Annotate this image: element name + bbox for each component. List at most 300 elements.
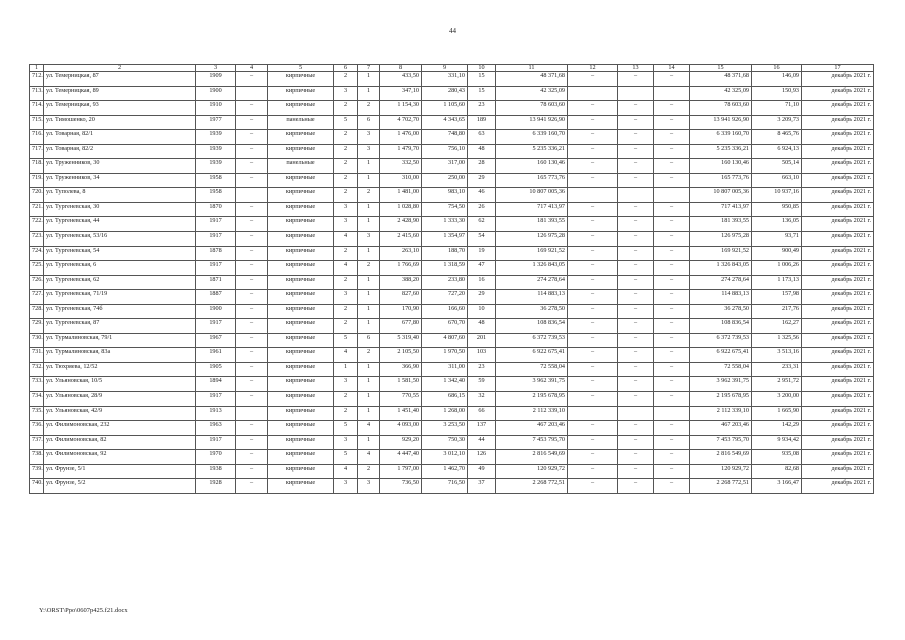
table-cell-col-14: – <box>654 130 690 145</box>
table-cell-col-7: 1 <box>358 246 380 261</box>
table-cell-col-7: 2 <box>358 188 380 203</box>
table-cell-col-6: 2 <box>334 188 358 203</box>
table-cell-col-12: – <box>568 115 618 130</box>
table-cell-col-17: декабрь 2021 г. <box>802 144 874 159</box>
table-cell-col-5: кирпичные <box>268 421 334 436</box>
table-row <box>30 392 874 407</box>
table-cell-col-13: – <box>618 130 654 145</box>
table-cell-col-10: 201 <box>468 333 496 348</box>
table-cell-col-4: – <box>236 261 268 276</box>
table-cell-col-1: 737. <box>30 435 44 450</box>
table-cell-col-15: 274 278,64 <box>690 275 752 290</box>
table-row <box>30 275 874 290</box>
table-cell-col-7: 2 <box>358 101 380 116</box>
table-cell-col-6: 2 <box>334 144 358 159</box>
table-cell-col-11: 181 393,55 <box>496 217 568 232</box>
table-row <box>30 115 874 130</box>
table-cell-col-11: 36 278,50 <box>496 304 568 319</box>
table-cell-col-10: 28 <box>468 159 496 174</box>
table-cell-col-11: 160 130,46 <box>496 159 568 174</box>
table-cell-col-6: 5 <box>334 115 358 130</box>
table-cell-col-15: 48 371,68 <box>690 72 752 87</box>
table-cell-col-6: 4 <box>334 464 358 479</box>
table-cell-col-14: – <box>654 275 690 290</box>
table-cell-col-13: – <box>618 173 654 188</box>
table-cell-col-13: – <box>618 435 654 450</box>
table-cell-col-9: 754,50 <box>422 202 468 217</box>
table-cell-col-13: – <box>618 144 654 159</box>
table-cell-col-17: декабрь 2021 г. <box>802 130 874 145</box>
table-cell-col-4: – <box>236 217 268 232</box>
table-cell-col-12: – <box>568 319 618 334</box>
table-cell-col-8: 4 702,70 <box>380 115 422 130</box>
table-cell-col-12: – <box>568 392 618 407</box>
table-cell-col-11: 120 929,72 <box>496 464 568 479</box>
table-cell-col-4 <box>236 86 268 101</box>
table-cell-col-12: – <box>568 450 618 465</box>
table-cell-col-12: – <box>568 421 618 436</box>
table-cell-col-2: ул. Тургеневская, 6 <box>44 261 196 276</box>
table-cell-col-13: – <box>618 275 654 290</box>
table-cell-col-5: кирпичные <box>268 348 334 363</box>
table-cell-col-12: – <box>568 275 618 290</box>
table-row <box>30 304 874 319</box>
table-cell-col-9: 188,70 <box>422 246 468 261</box>
table-cell-col-12: – <box>568 130 618 145</box>
table-cell-col-4: – <box>236 377 268 392</box>
table-cell-col-7: 1 <box>358 275 380 290</box>
table-cell-col-15: 36 278,50 <box>690 304 752 319</box>
table-cell-col-5: кирпичные <box>268 101 334 116</box>
table-row <box>30 188 874 203</box>
table-cell-col-12 <box>568 406 618 421</box>
table-cell-col-10: 59 <box>468 377 496 392</box>
table-row <box>30 130 874 145</box>
table-cell-col-3: 1871 <box>196 275 236 290</box>
table-header <box>30 65 874 72</box>
table-cell-col-7: 1 <box>358 217 380 232</box>
table-cell-col-10: 15 <box>468 72 496 87</box>
table-row <box>30 246 874 261</box>
table-cell-col-13: – <box>618 261 654 276</box>
table-cell-col-6: 3 <box>334 86 358 101</box>
table-cell-col-2: ул. Фрунзе, 5/2 <box>44 479 196 494</box>
page-number: 44 <box>449 27 456 35</box>
table-cell-col-13: – <box>618 348 654 363</box>
table-row <box>30 72 874 87</box>
table-cell-col-8: 929,20 <box>380 435 422 450</box>
table-cell-col-15: 6 922 675,41 <box>690 348 752 363</box>
table-cell-col-15: 13 941 926,90 <box>690 115 752 130</box>
column-number-header: 16 <box>752 65 802 72</box>
table-cell-col-4: – <box>236 421 268 436</box>
table-cell-col-16: 10 937,16 <box>752 188 802 203</box>
table-cell-col-8: 263,10 <box>380 246 422 261</box>
table-cell-col-17: декабрь 2021 г. <box>802 217 874 232</box>
table-cell-col-15: 467 203,46 <box>690 421 752 436</box>
table-cell-col-12: – <box>568 348 618 363</box>
table-cell-col-12: – <box>568 362 618 377</box>
table-cell-col-9: 1 318,59 <box>422 261 468 276</box>
table-cell-col-1: 722. <box>30 217 44 232</box>
table-cell-col-6: 4 <box>334 232 358 247</box>
table-row <box>30 173 874 188</box>
table-cell-col-13: – <box>618 377 654 392</box>
table-cell-col-8: 4 093,00 <box>380 421 422 436</box>
table-cell-col-16: 150,93 <box>752 86 802 101</box>
table-cell-col-1: 721. <box>30 202 44 217</box>
column-number-header: 2 <box>44 65 196 72</box>
table-cell-col-17: декабрь 2021 г. <box>802 333 874 348</box>
table-cell-col-6: 2 <box>334 275 358 290</box>
table-cell-col-14: – <box>654 479 690 494</box>
table-cell-col-13: – <box>618 421 654 436</box>
table-cell-col-12: – <box>568 304 618 319</box>
table-cell-col-14 <box>654 406 690 421</box>
table-cell-col-8: 332,50 <box>380 159 422 174</box>
table-cell-col-3: 1870 <box>196 202 236 217</box>
table-cell-col-15: 181 393,55 <box>690 217 752 232</box>
table-cell-col-12 <box>568 86 618 101</box>
table-cell-col-2: ул. Тургеневская, 44 <box>44 217 196 232</box>
table-cell-col-16: 162,27 <box>752 319 802 334</box>
table-cell-col-2: ул. Товарная, 82/1 <box>44 130 196 145</box>
table-cell-col-10: 19 <box>468 246 496 261</box>
table-cell-col-16: 663,10 <box>752 173 802 188</box>
table-cell-col-1: 733. <box>30 377 44 392</box>
table-cell-col-1: 714. <box>30 101 44 116</box>
table-cell-col-11: 717 413,97 <box>496 202 568 217</box>
table-cell-col-11: 165 773,76 <box>496 173 568 188</box>
table-cell-col-15: 6 372 739,53 <box>690 333 752 348</box>
table-cell-col-11: 114 883,13 <box>496 290 568 305</box>
table-row <box>30 406 874 421</box>
table-cell-col-2: ул. Тургеневская, 74б <box>44 304 196 319</box>
table-cell-col-14: – <box>654 362 690 377</box>
table-cell-col-5: кирпичные <box>268 144 334 159</box>
table-cell-col-6: 5 <box>334 450 358 465</box>
table-cell-col-6: 2 <box>334 392 358 407</box>
table-cell-col-9: 250,00 <box>422 173 468 188</box>
table-cell-col-5: панельные <box>268 115 334 130</box>
table-cell-col-16: 935,08 <box>752 450 802 465</box>
table-cell-col-1: 740. <box>30 479 44 494</box>
table-cell-col-10: 189 <box>468 115 496 130</box>
table-cell-col-2: ул. Турмалиновская, 79/1 <box>44 333 196 348</box>
table-cell-col-7: 1 <box>358 392 380 407</box>
table-cell-col-16: 505,14 <box>752 159 802 174</box>
table-cell-col-15: 2 112 339,10 <box>690 406 752 421</box>
document-path: Y:\ORST\Ppo\0607p425.f21.docx <box>39 607 128 614</box>
table-cell-col-15: 114 883,13 <box>690 290 752 305</box>
table-cell-col-2: ул. Филимоновская, 82 <box>44 435 196 450</box>
table-cell-col-4: – <box>236 290 268 305</box>
table-cell-col-13 <box>618 406 654 421</box>
table-cell-col-2: ул. Тургеневская, 62 <box>44 275 196 290</box>
table-cell-col-7: 6 <box>358 115 380 130</box>
table-cell-col-13: – <box>618 319 654 334</box>
table-cell-col-11: 5 235 336,21 <box>496 144 568 159</box>
table-cell-col-3: 1970 <box>196 450 236 465</box>
table-cell-col-8: 1 476,00 <box>380 130 422 145</box>
table-cell-col-5: кирпичные <box>268 261 334 276</box>
table-cell-col-8: 1 479,70 <box>380 144 422 159</box>
column-number-header: 17 <box>802 65 874 72</box>
table-cell-col-10: 44 <box>468 435 496 450</box>
table-cell-col-8: 310,00 <box>380 173 422 188</box>
table-cell-col-17: декабрь 2021 г. <box>802 319 874 334</box>
table-cell-col-5: кирпичные <box>268 173 334 188</box>
table-cell-col-11: 78 603,60 <box>496 101 568 116</box>
table-cell-col-6: 3 <box>334 202 358 217</box>
table-cell-col-2: ул. Труженников, 30 <box>44 159 196 174</box>
table-cell-col-16: 136,05 <box>752 217 802 232</box>
table-cell-col-8: 736,50 <box>380 479 422 494</box>
table-cell-col-8: 388,20 <box>380 275 422 290</box>
table-cell-col-4: – <box>236 464 268 479</box>
table-row <box>30 377 874 392</box>
table-cell-col-6: 3 <box>334 479 358 494</box>
table-cell-col-17: декабрь 2021 г. <box>802 290 874 305</box>
table-cell-col-1: 735. <box>30 406 44 421</box>
table-cell-col-9: 750,30 <box>422 435 468 450</box>
table-cell-col-10: 47 <box>468 261 496 276</box>
table-cell-col-12: – <box>568 435 618 450</box>
table-cell-col-2: ул. Ульяновская, 42/9 <box>44 406 196 421</box>
table-cell-col-2: ул. Тургеневская, 53/16 <box>44 232 196 247</box>
column-number-header: 6 <box>334 65 358 72</box>
table-cell-col-13 <box>618 188 654 203</box>
table-cell-col-7: 2 <box>358 348 380 363</box>
table-cell-col-17: декабрь 2021 г. <box>802 348 874 363</box>
table-cell-col-9: 3 253,50 <box>422 421 468 436</box>
table-cell-col-8: 1 766,69 <box>380 261 422 276</box>
table-cell-col-14: – <box>654 450 690 465</box>
table-row <box>30 217 874 232</box>
table-cell-col-10: 62 <box>468 217 496 232</box>
table-cell-col-3: 1958 <box>196 173 236 188</box>
table-cell-col-9: 1 354,97 <box>422 232 468 247</box>
table-cell-col-3: 1938 <box>196 464 236 479</box>
table-cell-col-5: кирпичные <box>268 479 334 494</box>
table-cell-col-7: 4 <box>358 421 380 436</box>
table-cell-col-11: 169 921,52 <box>496 246 568 261</box>
column-number-header: 10 <box>468 65 496 72</box>
table-cell-col-10: 15 <box>468 86 496 101</box>
table-cell-col-2: ул. Темерницкая, 93 <box>44 101 196 116</box>
table-cell-col-7: 1 <box>358 159 380 174</box>
table-cell-col-3: 1913 <box>196 406 236 421</box>
table-cell-col-2: ул. Туполева, 8 <box>44 188 196 203</box>
table-cell-col-2: ул. Тургеневская, 54 <box>44 246 196 261</box>
column-number-header: 8 <box>380 65 422 72</box>
table-cell-col-10: 126 <box>468 450 496 465</box>
table-cell-col-7: 1 <box>358 304 380 319</box>
table-cell-col-14: – <box>654 304 690 319</box>
table-cell-col-9: 4 343,65 <box>422 115 468 130</box>
table-cell-col-13: – <box>618 159 654 174</box>
table-cell-col-3: 1894 <box>196 377 236 392</box>
table-cell-col-15: 78 603,60 <box>690 101 752 116</box>
table-cell-col-10: 48 <box>468 144 496 159</box>
table-cell-col-11: 6 372 739,53 <box>496 333 568 348</box>
table-cell-col-12: – <box>568 261 618 276</box>
table-cell-col-3: 1917 <box>196 232 236 247</box>
table-cell-col-13: – <box>618 101 654 116</box>
table-cell-col-16: 93,71 <box>752 232 802 247</box>
table-cell-col-13: – <box>618 479 654 494</box>
table-cell-col-7: 1 <box>358 362 380 377</box>
table-cell-col-9: 686,15 <box>422 392 468 407</box>
table-cell-col-4: – <box>236 348 268 363</box>
table-cell-col-4: – <box>236 130 268 145</box>
table-cell-col-15: 108 836,54 <box>690 319 752 334</box>
table-cell-col-11: 3 962 391,75 <box>496 377 568 392</box>
table-cell-col-1: 738. <box>30 450 44 465</box>
table-cell-col-4: – <box>236 173 268 188</box>
table-cell-col-17: декабрь 2021 г. <box>802 188 874 203</box>
table-cell-col-1: 715. <box>30 115 44 130</box>
table-cell-col-14: – <box>654 333 690 348</box>
table-cell-col-5: кирпичные <box>268 72 334 87</box>
table-cell-col-3: 1917 <box>196 435 236 450</box>
table-cell-col-15: 120 929,72 <box>690 464 752 479</box>
table-cell-col-8: 2 105,50 <box>380 348 422 363</box>
table-cell-col-4 <box>236 188 268 203</box>
table-cell-col-15: 160 130,46 <box>690 159 752 174</box>
table-cell-col-9: 166,60 <box>422 304 468 319</box>
table-cell-col-6: 2 <box>334 246 358 261</box>
table-cell-col-10: 23 <box>468 101 496 116</box>
table-cell-col-2: ул. Тимошенко, 20 <box>44 115 196 130</box>
table-cell-col-4: – <box>236 319 268 334</box>
table-cell-col-5: кирпичные <box>268 275 334 290</box>
table-cell-col-7: 2 <box>358 464 380 479</box>
table-cell-col-14: – <box>654 261 690 276</box>
table-cell-col-14: – <box>654 421 690 436</box>
table-cell-col-1: 734. <box>30 392 44 407</box>
table-cell-col-5: кирпичные <box>268 130 334 145</box>
table-cell-col-10: 29 <box>468 173 496 188</box>
table-cell-col-4: – <box>236 202 268 217</box>
table-cell-col-12: – <box>568 101 618 116</box>
table-cell-col-17: декабрь 2021 г. <box>802 72 874 87</box>
table-cell-col-10: 10 <box>468 304 496 319</box>
table-cell-col-11: 6 922 675,41 <box>496 348 568 363</box>
table-cell-col-15: 2 195 678,95 <box>690 392 752 407</box>
table-cell-col-17: декабрь 2021 г. <box>802 421 874 436</box>
table-row <box>30 450 874 465</box>
table-cell-col-1: 729. <box>30 319 44 334</box>
column-number-header: 13 <box>618 65 654 72</box>
table-cell-col-4: – <box>236 115 268 130</box>
table-cell-col-1: 732. <box>30 362 44 377</box>
table-cell-col-1: 723. <box>30 232 44 247</box>
table-cell-col-14: – <box>654 464 690 479</box>
table-cell-col-8: 1 797,00 <box>380 464 422 479</box>
table-cell-col-10: 16 <box>468 275 496 290</box>
table-cell-col-6: 1 <box>334 362 358 377</box>
table-cell-col-6: 2 <box>334 72 358 87</box>
table-cell-col-4: – <box>236 362 268 377</box>
table-cell-col-6: 3 <box>334 290 358 305</box>
table-cell-col-4: – <box>236 479 268 494</box>
table-cell-col-7: 1 <box>358 406 380 421</box>
table-cell-col-6: 3 <box>334 377 358 392</box>
table-cell-col-8: 1 154,30 <box>380 101 422 116</box>
table-cell-col-6: 5 <box>334 421 358 436</box>
table-cell-col-12: – <box>568 290 618 305</box>
table-cell-col-1: 736. <box>30 421 44 436</box>
table-cell-col-17: декабрь 2021 г. <box>802 246 874 261</box>
table-cell-col-3: 1909 <box>196 72 236 87</box>
table-cell-col-17: декабрь 2021 г. <box>802 275 874 290</box>
table-cell-col-10: 46 <box>468 188 496 203</box>
table-row <box>30 202 874 217</box>
table-cell-col-2: ул. Темерницкая, 87 <box>44 72 196 87</box>
table-cell-col-5: кирпичные <box>268 450 334 465</box>
table-cell-col-7: 1 <box>358 435 380 450</box>
table-cell-col-5: кирпичные <box>268 362 334 377</box>
column-number-header: 1 <box>30 65 44 72</box>
table-cell-col-14 <box>654 86 690 101</box>
column-number-header: 7 <box>358 65 380 72</box>
table-cell-col-13: – <box>618 290 654 305</box>
table-row <box>30 144 874 159</box>
table-cell-col-2: ул. Тургеневская, 87 <box>44 319 196 334</box>
table-cell-col-7: 4 <box>358 450 380 465</box>
table-cell-col-9: 727,20 <box>422 290 468 305</box>
table-cell-col-15: 165 773,76 <box>690 173 752 188</box>
table-cell-col-3: 1928 <box>196 479 236 494</box>
table-cell-col-12: – <box>568 333 618 348</box>
table-cell-col-16: 1 006,26 <box>752 261 802 276</box>
table-cell-col-1: 726. <box>30 275 44 290</box>
table-cell-col-12: – <box>568 159 618 174</box>
table-cell-col-9: 1 105,60 <box>422 101 468 116</box>
table-cell-col-1: 718. <box>30 159 44 174</box>
table-cell-col-7: 3 <box>358 232 380 247</box>
table-cell-col-12 <box>568 188 618 203</box>
table-cell-col-5: панельные <box>268 159 334 174</box>
table-cell-col-16: 950,85 <box>752 202 802 217</box>
table-cell-col-10: 23 <box>468 362 496 377</box>
table-cell-col-14: – <box>654 217 690 232</box>
table-cell-col-14: – <box>654 319 690 334</box>
table-cell-col-1: 724. <box>30 246 44 261</box>
table-cell-col-5: кирпичные <box>268 202 334 217</box>
table-cell-col-16: 217,76 <box>752 304 802 319</box>
table-cell-col-4: – <box>236 392 268 407</box>
table-cell-col-16: 3 200,00 <box>752 392 802 407</box>
table-cell-col-13: – <box>618 304 654 319</box>
table-cell-col-3: 1939 <box>196 144 236 159</box>
table-cell-col-11: 2 268 772,51 <box>496 479 568 494</box>
table-cell-col-17: декабрь 2021 г. <box>802 261 874 276</box>
table-cell-col-4: – <box>236 333 268 348</box>
table-cell-col-2: ул. Тургеневская, 30 <box>44 202 196 217</box>
table-cell-col-13: – <box>618 246 654 261</box>
table-cell-col-9: 983,10 <box>422 188 468 203</box>
table-cell-col-6: 2 <box>334 406 358 421</box>
table-cell-col-3: 1917 <box>196 261 236 276</box>
table-cell-col-15: 169 921,52 <box>690 246 752 261</box>
table-cell-col-3: 1958 <box>196 188 236 203</box>
table-cell-col-3: 1905 <box>196 362 236 377</box>
table-cell-col-17: декабрь 2021 г. <box>802 362 874 377</box>
table-cell-col-9: 748,80 <box>422 130 468 145</box>
table-cell-col-7: 1 <box>358 173 380 188</box>
